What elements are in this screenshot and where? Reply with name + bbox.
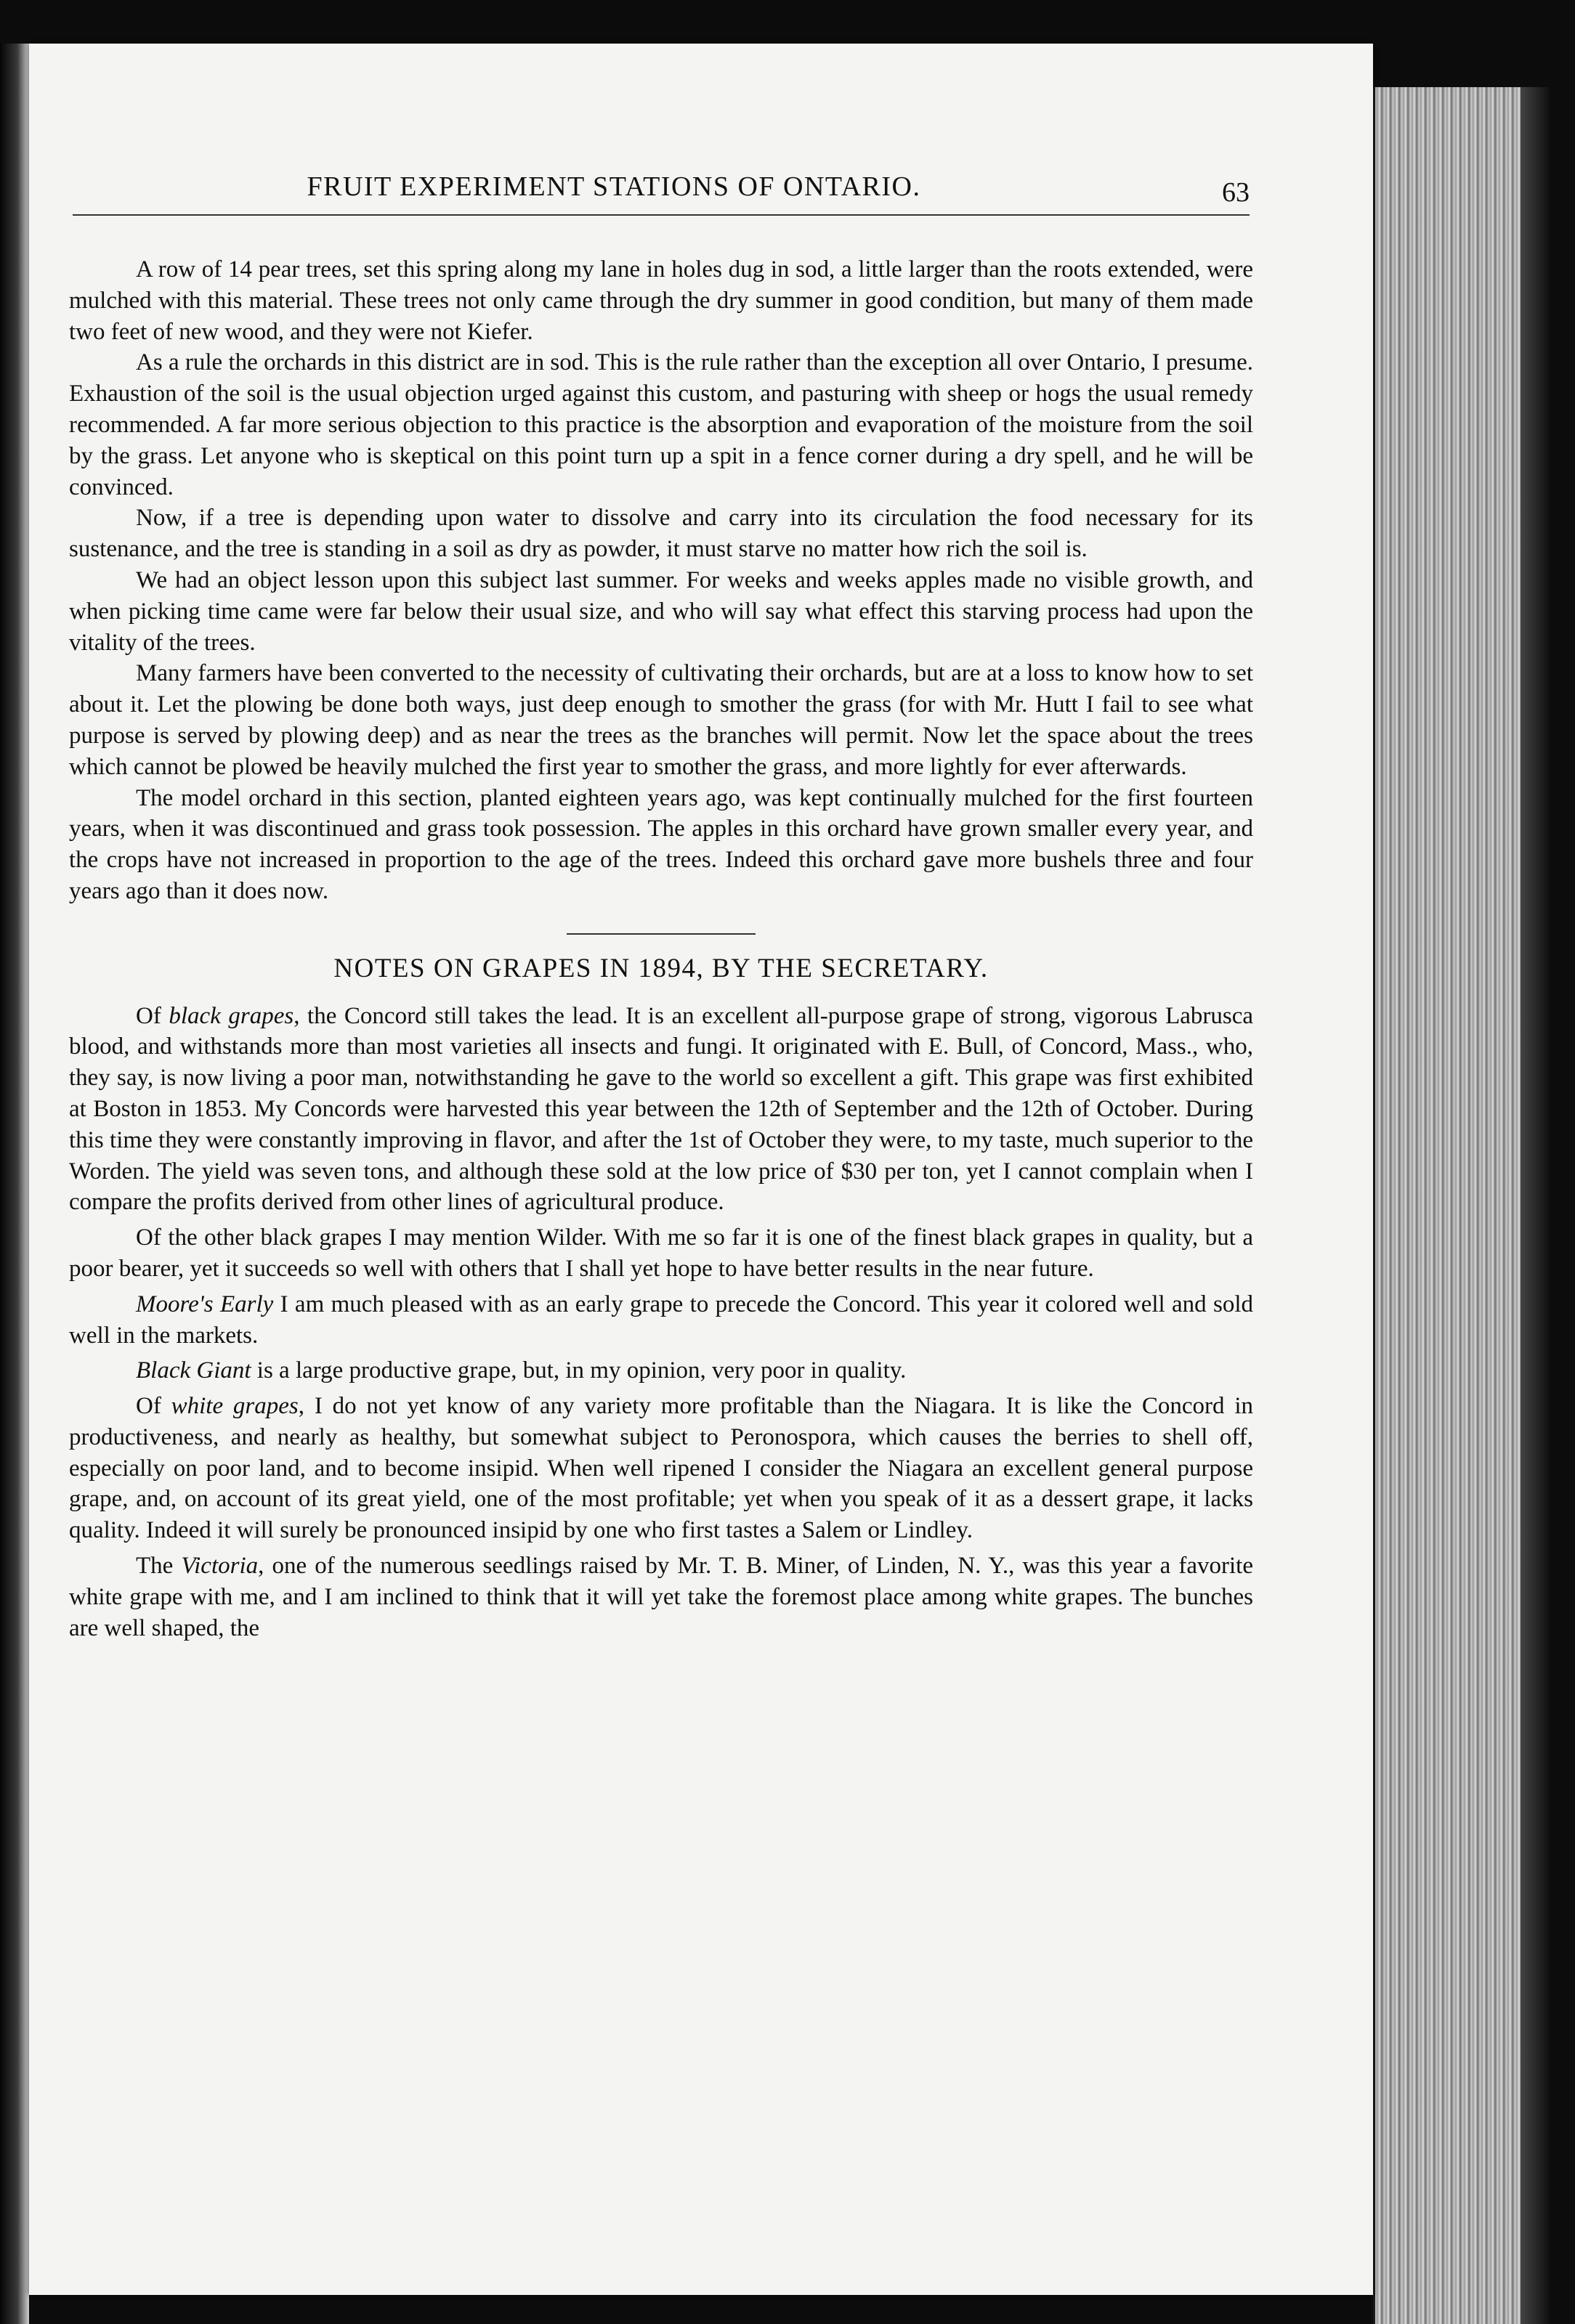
paragraph: Moore's Early I am much pleased with as an early grape to precede the Concord. This year it colored well and sold well in the markets. <box>69 1291 1253 1349</box>
italic-term: black grapes <box>169 1002 294 1029</box>
paragraph: Of black grapes, the Concord still takes the lead. It is an excellent all-purpose grape of strong, vigorous Labrusca blood, and withstands more than most varieties all insects and fungi. It originated with E. Bull, of Concord, Mass., who, they say, is now living a poor man, notwithstanding he gave to the world so excellent a gift. This grape was first exhibited at Boston in 1853. My Concords were harvested this year between the 12th of September and the 12th of October. During this time they were constantly improving in flavor, and after the 1st of October they were, to my taste, much superior to the Worden. The yield was seven tons, and although these sold at the low price of $30 per ton, yet I cannot complain when I compare the profits derived from other lines of agricultural produce. <box>69 1002 1254 1216</box>
paragraph: Now, if a tree is depending upon water to dissolve and carry into its circulation the food necessary for its sustenance, and the tree is standing in a soil as dry as powder, it must starve no matter how rich the soil is. <box>69 505 1253 563</box>
page-number: 63 <box>1222 177 1250 208</box>
paragraph: The Victoria, one of the numerous seedlings raised by Mr. T. B. Miner, of Linden, N. Y., was this year a favorite white grape with me, and I am inclined to think that it will yet take the foremost place among white grapes. The bunches are well shaped, the <box>69 1553 1253 1641</box>
section-grapes <box>69 1001 1253 1644</box>
paragraph: We had an object lesson upon this subject last summer. For weeks and weeks apples made no visible growth, and when picking time came were far below their usual size, and who will say what effect this starving process had upon the vitality of the trees. <box>69 566 1253 656</box>
page-body <box>69 254 1253 1644</box>
left-page-edge <box>0 44 29 2324</box>
italic-term: Moore's Early <box>136 1291 274 1317</box>
paragraph: Of white grapes, I do not yet know of any variety more profitable than the Niagara. It is like the Concord in productiveness, and nearly as healthy, but somewhat subject to Peronospora, which causes the berries to shell off, especially on poor land, and to become insipid. When well ripened I consider the Niagara an excellent general purpose grape, and, on account of its great yield, one of the most profitable; yet when you speak of it as a dessert grape, it lacks quality. Indeed it will surely be pronounced insipid by one who first tastes a Salem or Lindley. <box>69 1393 1253 1544</box>
paragraph: Black Giant is a large productive grape, but, in my opinion, very poor in quality. <box>136 1357 907 1384</box>
paragraph: A row of 14 pear trees, set this spring along my lane in holes dug in sod, a little larger than the roots extended, were mulched with this material. These trees not only came through the dry summer in good condition, but many of them made two feet of new wood, and they were not Kiefer. <box>69 256 1253 345</box>
italic-term: Black Giant <box>136 1357 251 1384</box>
section-title: NOTES ON GRAPES IN 1894, BY THE SECRETARY. <box>333 953 989 983</box>
paragraph: The model orchard in this section, planted eighteen years ago, was kept continually mulched for the first fourteen years, when it was discontinued and grass took possession. The apples in this orchard have grown smaller every year, and the crops have not increased in proportion to the age of the trees. Indeed this orchard gave more bushels three and four years ago than it does now. <box>69 784 1253 904</box>
fore-edge <box>1373 87 1550 2324</box>
section-orchards <box>69 254 1253 907</box>
section-divider <box>567 933 756 935</box>
paragraph: Many farmers have been converted to the necessity of cultivating their orchards, but are at a loss to know how to set about it. Let the plowing be done both ways, just deep enough to smother the grass (for with Mr. Hutt I fail to see what purpose is served by plowing deep) and as near the trees as the branches will permit. Now let the space about the trees which cannot be plowed be heavily mulched the first year to smother the grass, and more lightly for ever afterwards. <box>69 660 1253 780</box>
page <box>29 44 1373 2295</box>
page-header <box>73 163 1250 216</box>
running-head: FRUIT EXPERIMENT STATIONS OF ONTARIO. <box>307 171 921 202</box>
paragraph: As a rule the orchards in this district are in sod. This is the rule rather than the exception all over Ontario, I presume. Exhaustion of the soil is the usual objection urged against this custom, and pasturing with sheep or hogs the usual remedy recommended. A far more serious objection to this practice is the absorption and evaporation of the moisture from the soil by the grass. Let anyone who is skeptical on this point turn up a spit in a fence corner during a dry spell, and he will be convinced. <box>69 349 1253 500</box>
italic-term: Victoria <box>181 1553 259 1580</box>
italic-term: white grapes <box>171 1393 299 1420</box>
paragraph: Of the other black grapes I may mention Wilder. With me so far it is one of the finest black grapes in quality, but a poor bearer, yet it succeeds so well with others that I shall yet hope to have better results in the near future. <box>69 1224 1253 1282</box>
